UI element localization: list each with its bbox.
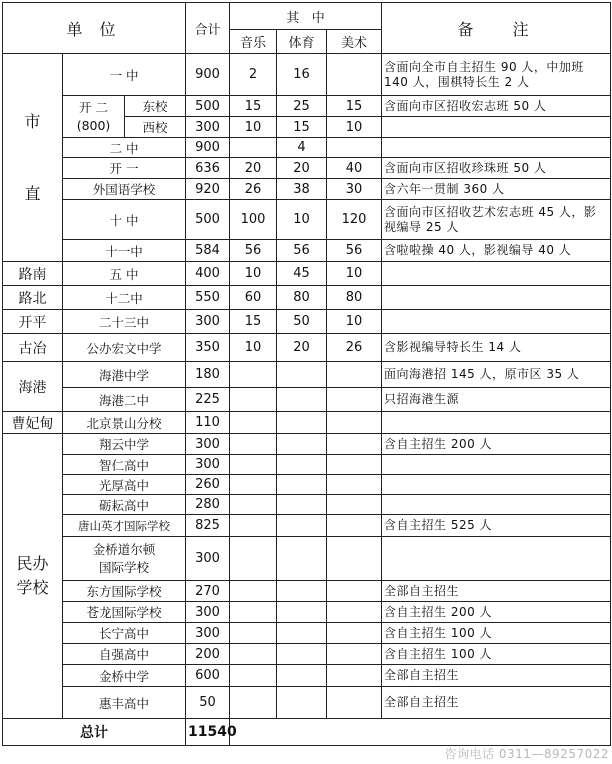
art-cell: 56 [327,240,382,262]
total-cell: 280 [186,495,230,515]
table-row [3,455,611,475]
watermark-text: 咨询电话 0311—89257022 [444,747,609,761]
art-cell: 120 [327,200,382,240]
sports-cell [277,434,327,455]
grand-total-value: 11540 [186,719,230,746]
music-cell: 20 [230,158,277,179]
total-cell: 270 [186,581,230,602]
school-name: 十 中 [63,200,186,240]
music-cell [230,475,277,495]
art-cell: 80 [327,286,382,310]
remark-cell: 含自主招生 200 人 [382,602,611,623]
school-name: 二十三中 [63,310,186,334]
sports-cell [277,475,327,495]
sports-cell [277,623,327,644]
art-cell [327,581,382,602]
total-cell: 584 [186,240,230,262]
group-label-kaiping: 开平 [3,310,63,334]
table-row [3,54,611,96]
group-label-guye: 古冶 [3,334,63,362]
table-row [3,362,611,388]
school-name: 外国语学校 [63,179,186,200]
art-cell: 10 [327,310,382,334]
remark-cell: 全部自主招生 [382,581,611,602]
total-cell: 300 [186,602,230,623]
header-sports: 体育 [277,30,327,54]
sports-cell [277,515,327,537]
sports-cell: 4 [277,138,327,158]
music-cell [230,644,277,665]
school-name: 公办宏文中学 [63,334,186,362]
table-row [3,623,611,644]
remark-cell [382,412,611,434]
total-cell: 200 [186,644,230,665]
music-cell [230,362,277,388]
sports-cell [277,581,327,602]
total-cell: 300 [186,117,230,138]
group-label-lubei: 路北 [3,286,63,310]
music-cell [230,455,277,475]
group-label-minban: 民办 学校 [3,434,63,719]
music-cell: 26 [230,179,277,200]
sports-cell: 10 [277,200,327,240]
art-cell [327,54,382,96]
table-row [3,581,611,602]
art-cell [327,475,382,495]
remark-cell [382,455,611,475]
header-unit: 单 位 [3,3,186,54]
table-row [3,388,611,412]
header-music: 音乐 [230,30,277,54]
total-cell: 300 [186,537,230,581]
header-art: 美术 [327,30,382,54]
music-cell: 10 [230,334,277,362]
total-cell: 225 [186,388,230,412]
total-cell: 500 [186,200,230,240]
music-cell: 10 [230,262,277,286]
school-name: 砺耘高中 [63,495,186,515]
table-row [3,434,611,455]
remark-cell: 含面向市区招收珍珠班 50 人 [382,158,611,179]
remark-cell: 含影视编导特长生 14 人 [382,334,611,362]
grand-total-label: 总计 [3,719,186,746]
remark-cell: 全部自主招生 [382,665,611,687]
group-label-haigang: 海港 [3,362,63,412]
sports-cell: 20 [277,158,327,179]
school-name: 十二中 [63,286,186,310]
remark-cell [382,310,611,334]
remark-cell [382,138,611,158]
table-row [3,262,611,286]
table-row [3,644,611,665]
school-name: 金桥道尔顿 国际学校 [63,537,186,581]
music-cell: 56 [230,240,277,262]
sports-cell: 80 [277,286,327,310]
remark-cell: 含自主招生 525 人 [382,515,611,537]
total-cell: 300 [186,434,230,455]
music-cell: 100 [230,200,277,240]
remark-cell: 含啦啦操 40 人，影视编导 40 人 [382,240,611,262]
sports-cell: 45 [277,262,327,286]
sports-cell [277,665,327,687]
art-cell [327,138,382,158]
music-cell [230,665,277,687]
music-cell: 15 [230,310,277,334]
music-cell [230,412,277,434]
art-cell [327,623,382,644]
music-cell [230,581,277,602]
art-cell [327,412,382,434]
music-cell [230,138,277,158]
sports-cell [277,602,327,623]
school-name: 智仁高中 [63,455,186,475]
sports-cell [277,412,327,434]
school-name: 十一中 [63,240,186,262]
music-cell [230,623,277,644]
total-row [3,719,611,746]
table-row [3,310,611,334]
total-cell: 300 [186,623,230,644]
remark-cell [382,495,611,515]
table-row [3,602,611,623]
school-name: 海港中学 [63,362,186,388]
header-among: 其 中 [230,3,382,30]
remark-cell: 含面向全市自主招生 90 人，中加班 140 人，围棋特长生 2 人 [382,54,611,96]
school-name: 长宁高中 [63,623,186,644]
sports-cell: 15 [277,117,327,138]
group-label-lunan: 路南 [3,262,63,286]
total-cell: 260 [186,475,230,495]
remark-cell: 含面向市区招收艺术宏志班 45 人，影视编导 25 人 [382,200,611,240]
music-cell [230,495,277,515]
remark-cell [382,262,611,286]
remark-cell [382,475,611,495]
table-row [3,158,611,179]
sports-cell [277,455,327,475]
sports-cell: 20 [277,334,327,362]
total-cell: 550 [186,286,230,310]
art-cell [327,665,382,687]
sports-cell: 25 [277,96,327,117]
total-cell: 900 [186,54,230,96]
sports-cell: 38 [277,179,327,200]
school-name: 金桥中学 [63,665,186,687]
remark-cell: 全部自主招生 [382,687,611,719]
total-cell: 50 [186,687,230,719]
remark-cell: 含自主招生 100 人 [382,644,611,665]
sports-cell [277,537,327,581]
total-cell: 600 [186,665,230,687]
art-cell: 10 [327,262,382,286]
table-row [3,537,611,581]
table-row [3,665,611,687]
table-row [3,412,611,434]
group-label-shizhi: 市 直 [3,54,63,262]
remark-cell [382,117,611,138]
table-row [3,179,611,200]
total-cell: 920 [186,179,230,200]
art-cell: 10 [327,117,382,138]
total-cell: 110 [186,412,230,434]
table-row [3,286,611,310]
music-cell [230,687,277,719]
music-cell: 2 [230,54,277,96]
table-row [3,687,611,719]
remark-cell: 含六年一贯制 360 人 [382,179,611,200]
total-cell: 300 [186,455,230,475]
art-cell: 15 [327,96,382,117]
art-cell [327,495,382,515]
music-cell [230,434,277,455]
music-cell [230,388,277,412]
table-row [3,200,611,240]
music-cell: 10 [230,117,277,138]
school-name: 东方国际学校 [63,581,186,602]
school-name: 一 中 [63,54,186,96]
school-name: 光厚高中 [63,475,186,495]
table-row [3,334,611,362]
table-row [3,475,611,495]
enrollment-table [2,2,611,746]
art-cell [327,515,382,537]
header-remarks: 备 注 [382,3,611,54]
art-cell [327,455,382,475]
music-cell [230,515,277,537]
sports-cell [277,687,327,719]
total-cell: 180 [186,362,230,388]
table-row [3,138,611,158]
sports-cell: 16 [277,54,327,96]
art-cell [327,362,382,388]
table-row [3,96,611,117]
total-cell: 900 [186,138,230,158]
school-name: 开 一 [63,158,186,179]
total-cell: 500 [186,96,230,117]
art-cell [327,644,382,665]
art-cell: 40 [327,158,382,179]
total-cell: 300 [186,310,230,334]
art-cell [327,434,382,455]
school-name: 二 中 [63,138,186,158]
sports-cell: 56 [277,240,327,262]
art-cell: 30 [327,179,382,200]
remark-cell: 面向海港招 145 人，原市区 35 人 [382,362,611,388]
school-name: 自强高中 [63,644,186,665]
kaier-capacity: (800) [76,117,111,133]
remark-cell [382,537,611,581]
school-name: 惠丰高中 [63,687,186,719]
header-total: 合计 [186,3,230,54]
art-cell [327,388,382,412]
music-cell [230,537,277,581]
total-cell: 400 [186,262,230,286]
school-name: 北京景山分校 [63,412,186,434]
sports-cell [277,362,327,388]
remark-cell: 含自主招生 200 人 [382,434,611,455]
sports-cell [277,388,327,412]
kaier-name: 开 二 [79,99,108,115]
total-cell: 825 [186,515,230,537]
music-cell [230,602,277,623]
total-cell: 350 [186,334,230,362]
total-cell: 636 [186,158,230,179]
school-name: 唐山英才国际学校 [63,515,186,537]
art-cell [327,687,382,719]
sports-cell [277,495,327,515]
music-cell: 60 [230,286,277,310]
school-name: 五 中 [63,262,186,286]
art-cell [327,602,382,623]
remark-cell: 含自主招生 100 人 [382,623,611,644]
school-name: 西校 [125,117,186,138]
kaier-label [63,96,125,138]
school-name: 东校 [125,96,186,117]
table-row [3,515,611,537]
art-cell [327,537,382,581]
sports-cell [277,644,327,665]
school-name: 苍龙国际学校 [63,602,186,623]
school-name: 翔云中学 [63,434,186,455]
remark-cell: 只招海港生源 [382,388,611,412]
table-row [3,240,611,262]
remark-cell: 含面向市区招收宏志班 50 人 [382,96,611,117]
school-name: 海港二中 [63,388,186,412]
sports-cell: 50 [277,310,327,334]
remark-cell [382,286,611,310]
table-row [3,495,611,515]
music-cell: 15 [230,96,277,117]
art-cell: 26 [327,334,382,362]
group-label-caofeidian: 曹妃甸 [3,412,63,434]
